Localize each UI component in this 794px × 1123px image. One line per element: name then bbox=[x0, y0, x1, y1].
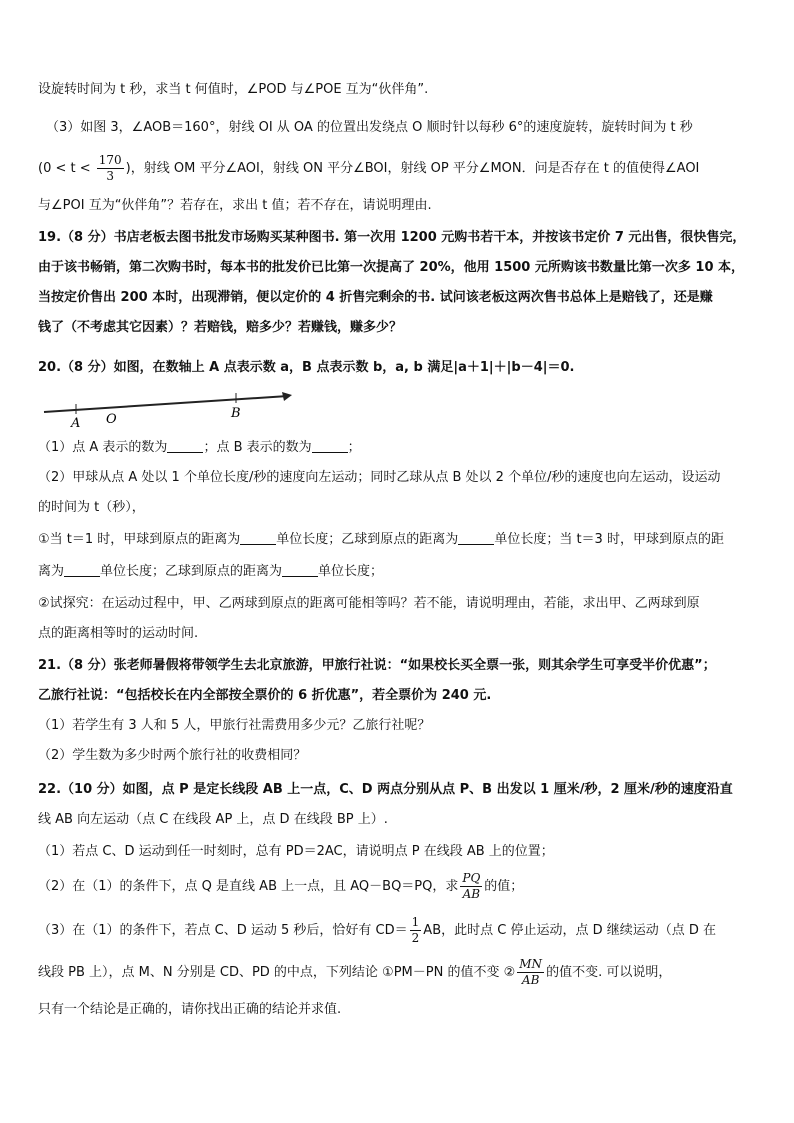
answer-blank bbox=[282, 563, 318, 577]
text-line: 由于该书畅销，第二次购书时，每本书的批发价已比第一次提高了 20%，他用 1500 元所购该书数量比第一次多 10 本， bbox=[38, 260, 745, 275]
text-line: 的时间为 t（秒）， bbox=[38, 500, 145, 515]
answer-blank bbox=[312, 439, 348, 453]
arrow-icon bbox=[282, 392, 292, 401]
fraction: $\frac{1}{2}$ bbox=[411, 915, 420, 945]
text-line: 钱了（不考虑其它因素）？若赔钱，赔多少？若赚钱，赚多少？ bbox=[38, 320, 403, 335]
question-22-line: 22.（10 分）如图，点 P 是定长线段 AB 上一点，C、D 两点分别从点 P、B 出发以 1 厘米/秒，2 厘米/秒的速度沿直 bbox=[38, 782, 733, 797]
question-19-line: 19.（8 分）书店老板去图书批发市场购买某种图书. 第一次用 1200 元购书若干本，并按该书定价 7 元出售，很快售完， bbox=[38, 230, 746, 245]
text-line-with-fraction: （3）在（1）的条件下，若点 C、D 运动 5 秒后，恰好有 CD＝ $\frac{1}{2}$ AB，此时点 C 停止运动，点 D 继续运动（点 D 在 bbox=[38, 915, 717, 945]
text-line-with-blanks: 离为 单位长度；乙球到原点的距离为 单位长度； bbox=[38, 564, 384, 579]
text-line-with-fraction: 线段 PB 上），点 M、N 分别是 CD、PD 的中点，下列结论 ①PM－PN 的值不变 ② $\frac{MN}{AB}$ 的值不变. 可以说明， bbox=[38, 957, 672, 987]
text-line: ②试探究：在运动过程中，甲、乙两球到原点的距离可能相等吗？若不能，请说明理由，若能，求出甲、乙两球到原 bbox=[38, 596, 700, 611]
text-fragment: (0 < t < bbox=[38, 161, 95, 176]
point-o-label: O bbox=[106, 412, 117, 427]
text-line: 当按定价售出 200 本时，出现滞销，便以定价的 4 折售完剩余的书. 试问该老板这两次售书总体上是赔钱了，还是赚 bbox=[38, 290, 713, 305]
text-line-with-blanks: （1）点 A 表示的数为 ；点 B 表示的数为 ； bbox=[38, 440, 361, 455]
text-line: 线 AB 向左运动（点 C 在线段 AP 上，点 D 在线段 BP 上）. bbox=[38, 812, 388, 827]
text-line-with-fraction bbox=[38, 152, 758, 186]
text-line: （1）若点 C、D 运动到任一时刻时，总有 PD＝2AC，请说明点 P 在线段 AB 上的位置； bbox=[38, 844, 554, 859]
text-line: （1）若学生有 3 人和 5 人，甲旅行社需费用多少元？乙旅行社呢？ bbox=[38, 718, 431, 733]
text-line-with-blanks: ①当 t＝1 时，甲球到原点的距离为 单位长度；乙球到原点的距离为 单位长度；当 t＝3 时，甲球到原点的距 bbox=[38, 532, 724, 547]
answer-blank bbox=[458, 531, 494, 545]
answer-blank bbox=[167, 439, 203, 453]
text-line: 乙旅行社说：“包括校长在内全部按全票价的 6 折优惠”，若全票价为 240 元. bbox=[38, 688, 492, 703]
number-line-axis bbox=[44, 396, 288, 412]
text-fragment: )，射线 OM 平分∠AOI，射线 ON 平分∠BOI，射线 OP 平分∠MON．问是否存在 t 的值使得∠AOI bbox=[125, 161, 700, 176]
fraction: $\frac{170}{3}$ bbox=[98, 153, 122, 183]
text-line-with-fraction: （2）在（1）的条件下，点 Q 是直线 AB 上一点，且 AQ－BQ＝PQ，求 $\frac{PQ}{AB}$ 的值； bbox=[38, 871, 524, 901]
text-line: 点的距离相等时的运动时间. bbox=[38, 626, 199, 641]
point-b-label: B bbox=[231, 406, 241, 421]
question-20-line: 20.（8 分）如图，在数轴上 A 点表示数 a，B 点表示数 b，a, b 满足|a＋1|＋|b－4|＝0. bbox=[38, 360, 575, 375]
fraction: $\frac{PQ}{AB}$ bbox=[462, 871, 481, 901]
question-21-line: 21.（8 分）张老师暑假将带领学生去北京旅游，甲旅行社说：“如果校长买全票一张，则其余学生可享受半价优惠”； bbox=[38, 658, 716, 673]
answer-blank bbox=[240, 531, 276, 545]
answer-blank bbox=[64, 563, 100, 577]
number-line-figure bbox=[40, 388, 300, 428]
text-line: 设旋转时间为 t 秒，求当 t 何值时，∠POD 与∠POE 互为“伙伴角”. bbox=[38, 82, 429, 97]
text-line: （2）甲球从点 A 处以 1 个单位长度/秒的速度向左运动；同时乙球从点 B 处以 2 个单位/秒的速度也向左运动，设运动 bbox=[38, 470, 721, 485]
text-line: 与∠POI 互为“伙伴角”？若存在，求出 t 值；若不存在，请说明理由. bbox=[38, 198, 432, 213]
point-a-label: A bbox=[71, 416, 81, 428]
text-line: 只有一个结论是正确的，请你找出正确的结论并求值. bbox=[38, 1002, 342, 1017]
fraction: $\frac{MN}{AB}$ bbox=[519, 957, 543, 987]
text-line: （2）学生数为多少时两个旅行社的收费相同？ bbox=[38, 748, 307, 763]
text-line: （3）如图 3，∠AOB＝160°，射线 OI 从 OA 的位置出发绕点 O 顺时针以每秒 6°的速度旋转，旋转时间为 t 秒 bbox=[46, 120, 693, 135]
